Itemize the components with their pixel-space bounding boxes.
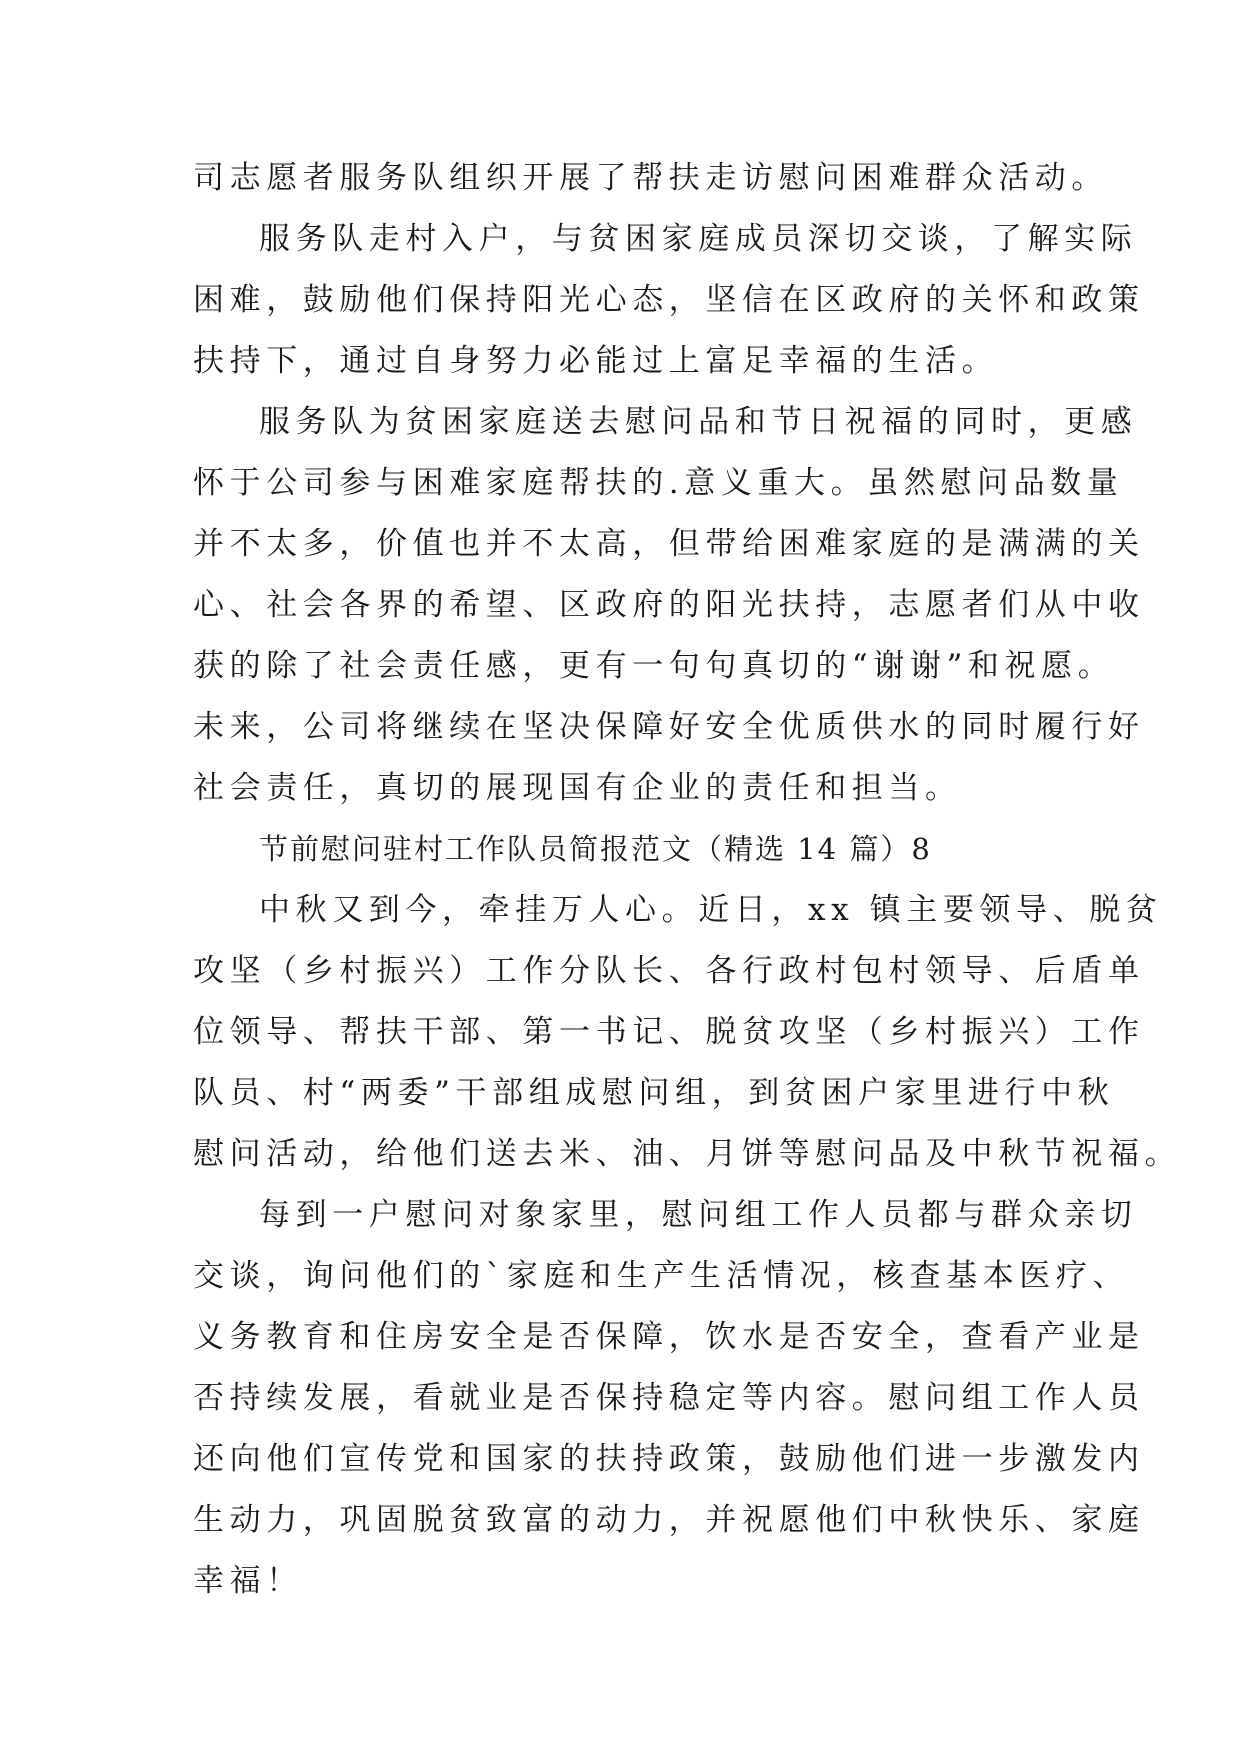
paragraph-line: 未来，公司将继续在坚决保障好安全优质供水的同时履行好 — [193, 709, 1145, 745]
paragraph-line: 慰问活动，给他们送去米、油、月饼等慰问品及中秋节祝福。 — [193, 1136, 1182, 1172]
paragraph-line: 社会责任，真切的展现国有企业的责任和担当。 — [193, 770, 962, 806]
paragraph-line: 队员、村“两委”干部组成慰问组，到贫困户家里进行中秋 — [193, 1075, 1115, 1111]
paragraph-line: 并不太多，价值也并不太高，但带给困难家庭的是满满的关 — [193, 526, 1145, 562]
paragraph-line: 服务队走村入户，与贫困家庭成员深切交谈，了解实际 — [259, 221, 1138, 257]
paragraph-line: 交谈，询问他们的`家庭和生产生活情况，核查基本医疗、 — [193, 1258, 1130, 1294]
paragraph-line: 困难，鼓励他们保持阳光心态，坚信在区政府的关怀和政策 — [193, 282, 1145, 318]
paragraph-line: 否持续发展，看就业是否保持稳定等内容。慰问组工作人员 — [193, 1380, 1145, 1416]
paragraph-line: 心、社会各界的希望、区政府的阳光扶持，志愿者们从中收 — [193, 587, 1145, 623]
paragraph-line: 中秋又到今，牵挂万人心。近日，xx 镇主要领导、脱贫 — [259, 892, 1163, 928]
paragraph-line: 获的除了社会责任感，更有一句句真切的“谢谢”和祝愿。 — [193, 648, 1115, 684]
paragraph-line: 还向他们宣传党和国家的扶持政策，鼓励他们进一步激发内 — [193, 1441, 1145, 1477]
paragraph-line: 怀于公司参与困难家庭帮扶的.意义重大。虽然慰问品数量 — [193, 465, 1124, 501]
paragraph-line: 攻坚（乡村振兴）工作分队长、各行政村包村领导、后盾单 — [193, 953, 1145, 989]
paragraph-line: 位领导、帮扶干部、第一书记、脱贫攻坚（乡村振兴）工作 — [193, 1014, 1145, 1050]
paragraph-3 — [193, 392, 1145, 819]
paragraph-line: 义务教育和住房安全是否保障，饮水是否安全，查看产业是 — [193, 1319, 1145, 1355]
paragraph-4 — [193, 880, 1182, 1185]
paragraph-line: 扶持下，通过自身努力必能过上富足幸福的生活。 — [193, 343, 999, 379]
paragraph-line: 司志愿者服务队组织开展了帮扶走访慰问困难群众活动。 — [193, 160, 1108, 196]
paragraph-2 — [193, 209, 1145, 392]
paragraph-line: 生动力，巩固脱贫致富的动力，并祝愿他们中秋快乐、家庭 — [193, 1502, 1145, 1538]
section-heading — [193, 819, 1073, 880]
paragraph-line: 幸福！ — [193, 1563, 303, 1599]
paragraph-5 — [193, 1185, 1145, 1612]
paragraph-line: 服务队为贫困家庭送去慰问品和节日祝福的同时，更感 — [259, 404, 1138, 440]
section-heading-text: 节前慰问驻村工作队员简报范文（精选 14 篇）8 — [259, 832, 932, 866]
paragraph-line: 每到一户慰问对象家里，慰问组工作人员都与群众亲切 — [259, 1197, 1138, 1233]
paragraph-1 — [193, 148, 1108, 209]
document-body — [193, 148, 1182, 1612]
